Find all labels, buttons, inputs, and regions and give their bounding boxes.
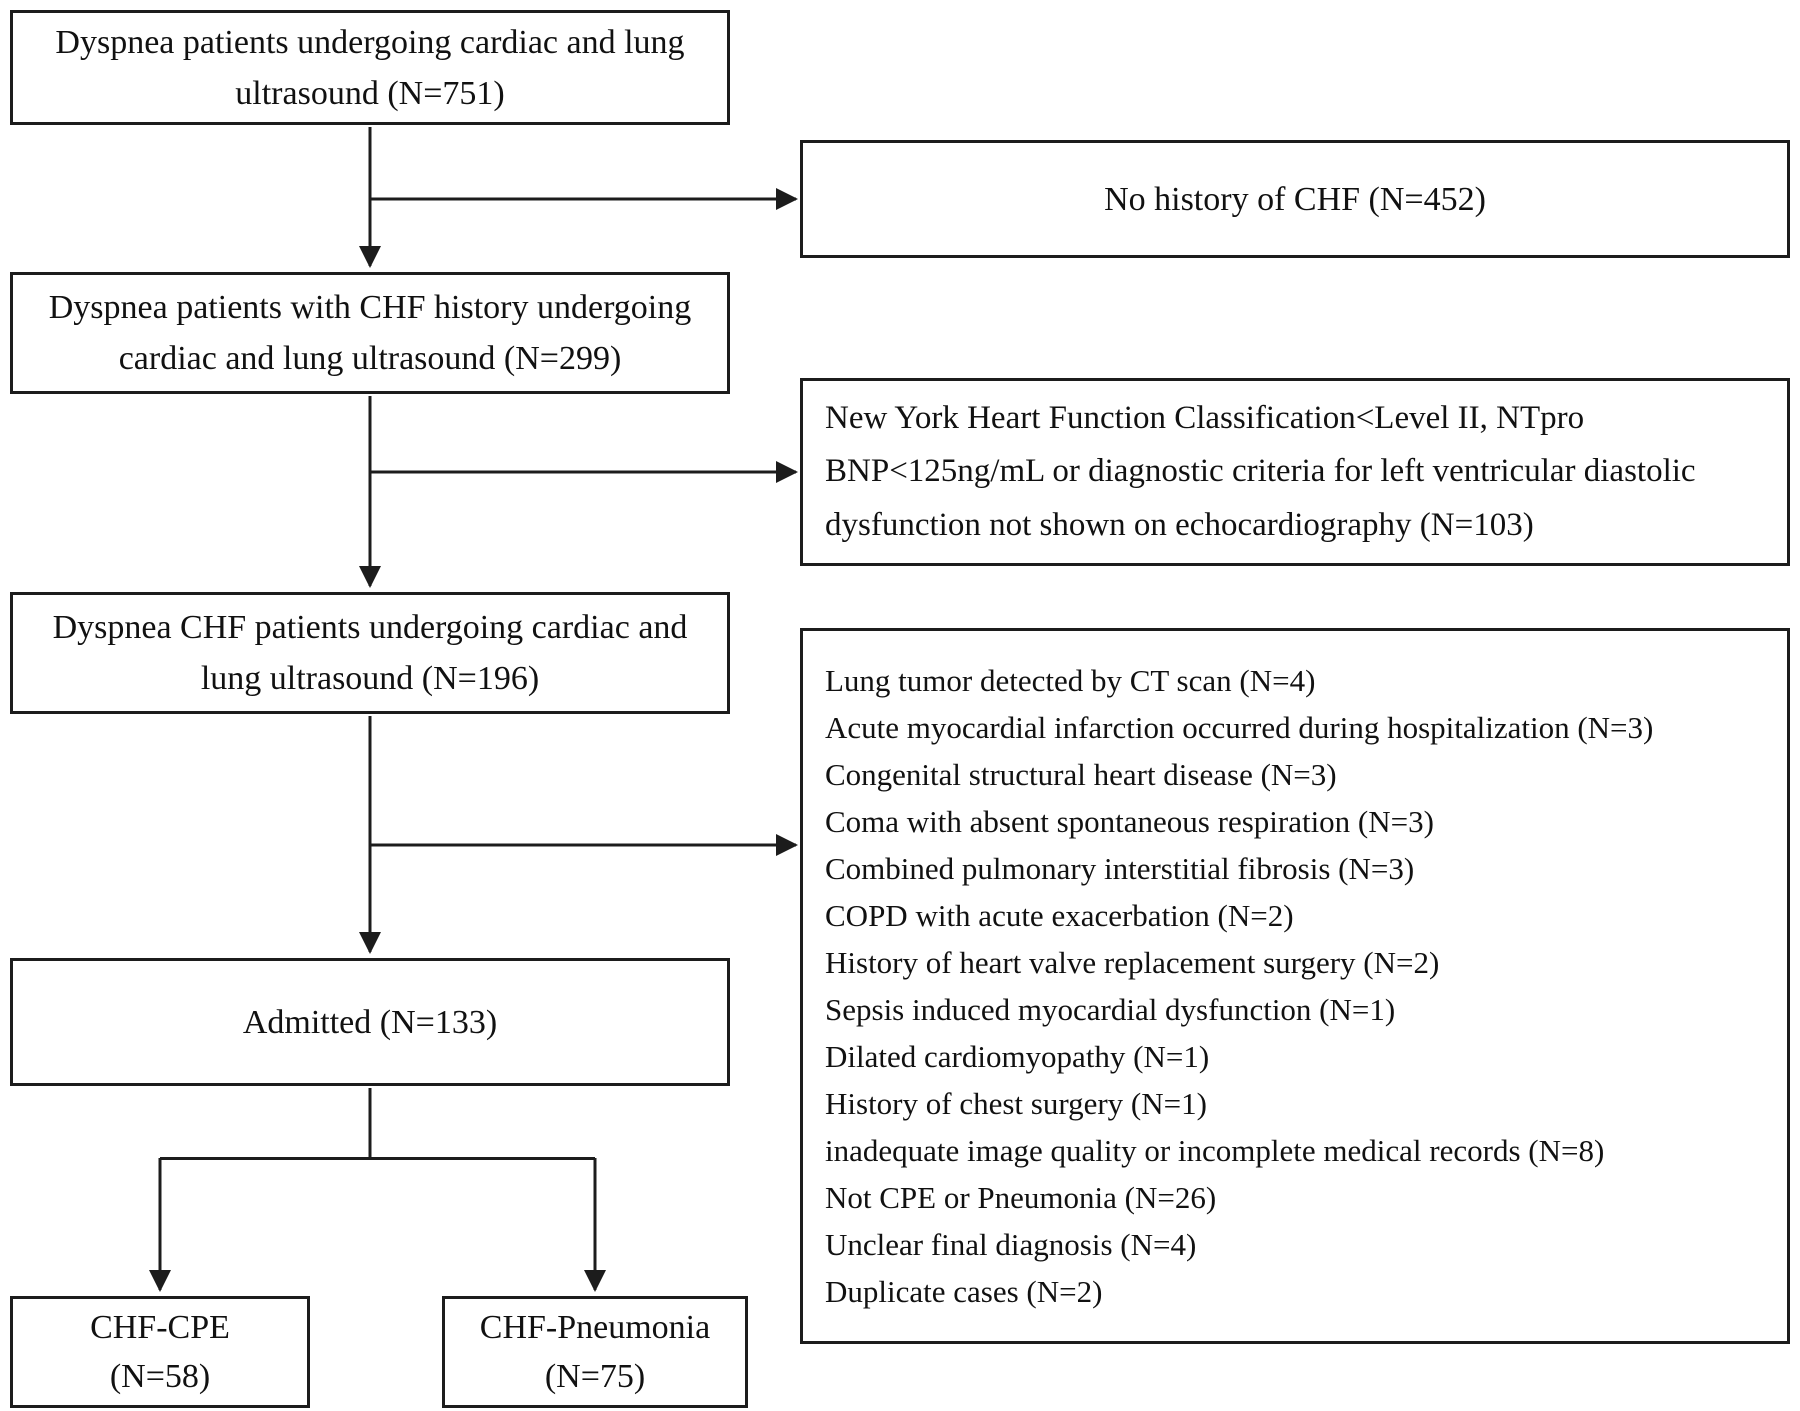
exclusion-item: Lung tumor detected by CT scan (N=4) xyxy=(825,663,1316,698)
exclusion-item: Sepsis induced myocardial dysfunction (N=1) xyxy=(825,992,1396,1027)
exclusion-item: inadequate image quality or incomplete medical records (N=8) xyxy=(825,1133,1605,1168)
flow-box-chf-cpe xyxy=(10,1296,310,1408)
exclusion-item: Acute myocardial infarction occurred during hospitalization (N=3) xyxy=(825,710,1654,745)
exclusion-item: Combined pulmonary interstitial fibrosis (N=3) xyxy=(825,851,1415,886)
flow-box-no-history-chf: No history of CHF (N=452) xyxy=(800,140,1790,258)
chf-pneumonia-count: (N=75) xyxy=(544,1358,646,1395)
chf-pneumonia-label: CHF-Pneumonia xyxy=(479,1308,711,1346)
exclusion-item: Coma with absent spontaneous respiration (N=3) xyxy=(825,804,1434,839)
exclusion-item: History of chest surgery (N=1) xyxy=(825,1086,1207,1121)
flow-box-exclusion-list xyxy=(800,628,1790,1344)
flow-box-chf-pneumonia xyxy=(442,1296,748,1408)
exclusion-item: COPD with acute exacerbation (N=2) xyxy=(825,898,1294,933)
exclusion-item: Not CPE or Pneumonia (N=26) xyxy=(825,1180,1217,1215)
chf-cpe-count: (N=58) xyxy=(109,1358,211,1395)
exclusion-item: Unclear final diagnosis (N=4) xyxy=(825,1227,1197,1262)
flow-box-chf-history: Dyspnea patients with CHF history undergoing cardiac and lung ultrasound (N=299) xyxy=(10,272,730,394)
exclusion-item: Duplicate cases (N=2) xyxy=(825,1274,1103,1309)
flow-box-admitted: Admitted (N=133) xyxy=(10,958,730,1086)
exclusion-item: Dilated cardiomyopathy (N=1) xyxy=(825,1039,1210,1074)
exclusion-item: Congenital structural heart disease (N=3) xyxy=(825,757,1337,792)
flow-box-nyha-exclusion: New York Heart Function Classification<Level II, NTpro BNP<125ng/mL or diagnostic criteria for left ventricular diastolic dysfunction not shown on echocardiography (N=103) xyxy=(800,378,1790,566)
exclusion-item: History of heart valve replacement surgery (N=2) xyxy=(825,945,1440,980)
chf-cpe-label: CHF-CPE xyxy=(90,1308,230,1346)
flow-box-dyspnea-chf: Dyspnea CHF patients undergoing cardiac and lung ultrasound (N=196) xyxy=(10,592,730,714)
flow-box-dyspnea-all: Dyspnea patients undergoing cardiac and lung ultrasound (N=751) xyxy=(10,10,730,125)
